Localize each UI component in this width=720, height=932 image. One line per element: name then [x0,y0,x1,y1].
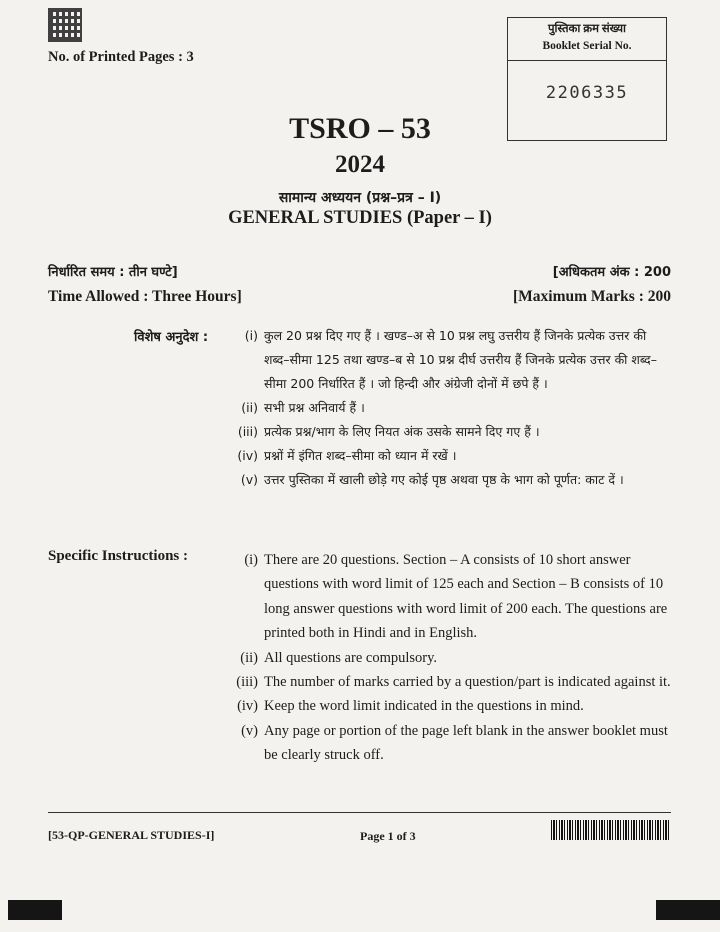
serial-label-english: Booklet Serial No. [542,40,632,52]
list-item [228,420,673,444]
registration-mark-right [656,900,720,920]
time-marks-english [48,288,671,306]
item-number: (iv) [237,698,258,715]
item-text: उत्तर पुस्तिका में खाली छोड़े गए कोई पृष्ठ अथवा पृष्ठ के भाग को पूर्णत: काट दें । [264,472,624,487]
footer-paper-code: [53-QP-GENERAL STUDIES-I] [48,828,215,842]
item-number: (v) [241,722,258,739]
list-item [228,468,673,492]
list-item [228,548,673,646]
hindi-instructions-list [228,324,673,492]
serial-label [508,18,666,61]
item-text: सभी प्रश्न अनिवार्य हैं । [264,400,365,415]
time-allowed-english: Time Allowed : Three Hours] [48,288,242,305]
item-number: (ii) [241,400,258,415]
item-text: प्रत्येक प्रश्न/भाग के लिए नियत अंक उसके सामने दिए गए हैं । [264,424,540,439]
item-number: (iii) [236,674,258,691]
paper-title-english: GENERAL STUDIES (Paper – I) [228,208,492,228]
footer-divider [48,812,671,813]
item-text: प्रश्नों में इंगित शब्द–सीमा को ध्यान में रखें । [264,448,457,463]
list-item [228,646,673,670]
item-number: (i) [244,552,258,568]
list-item [228,694,673,718]
time-allowed-hindi: निर्धारित समय : तीन घण्टे] [48,265,178,280]
list-item [228,324,673,396]
item-number: (iv) [237,448,258,463]
item-text: There are 20 questions. Section – A consists of 10 short answer questions with word limit of 125 each and Section – B consists of 10 long answer questions with word limit of 200 each. The questions are printed both in Hindi and in English. [264,552,668,642]
item-text: All questions are compulsory. [264,649,438,666]
item-number: (v) [240,472,258,487]
registration-mark-left [8,900,62,920]
qr-code-icon [48,8,82,42]
serial-number: 2206335 [545,83,629,103]
max-marks-english: [Maximum Marks : 200 [513,288,671,305]
list-item [228,444,673,468]
serial-label-hindi: पुस्तिका क्रम संख्या [548,23,626,35]
item-number: (ii) [240,649,258,666]
hindi-instructions-label: विशेष अनुदेश : [134,330,209,345]
paper-year: 2024 [335,151,385,178]
max-marks-hindi: [अधिकतम अंक : 200 [552,265,671,280]
list-item [228,719,673,768]
list-item [228,670,673,694]
list-item [228,396,673,420]
printed-pages: No. of Printed Pages : 3 [48,49,194,65]
item-number: (i) [244,328,258,343]
page-number: Page 1 of 3 [360,829,416,843]
paper-code: TSRO – 53 [289,112,431,145]
item-text: कुल 20 प्रश्न दिए गए हैं । खण्ड–अ से 10 प्रश्न लघु उत्तरीय हैं जिनके प्रत्येक उत्तर की शब्द–सीमा 125 तथा खण्ड–ब से 10 प्रश्न दीर्घ उत्तरीय हैं जिनके प्रत्येक उत्तर की शब्द–सीमा 200 निर्धारित हैं । जो हिन्दी और अंग्रेजी दोनों में छपे हैं । [264,328,657,391]
english-instructions-label: Specific Instructions : [48,548,188,564]
english-instructions-list [228,548,673,768]
barcode-icon [551,820,671,840]
item-number: (iii) [237,424,258,439]
item-text: Keep the word limit indicated in the questions in mind. [264,698,584,715]
item-text: The number of marks carried by a question/part is indicated against it. [264,674,671,691]
paper-title-hindi: सामान्य अध्ययन (प्रश्न–प्रत्र – I) [278,190,442,206]
item-text: Any page or portion of the page left blank in the answer booklet must be clearly struck off. [264,722,668,764]
time-marks-hindi [48,262,671,280]
